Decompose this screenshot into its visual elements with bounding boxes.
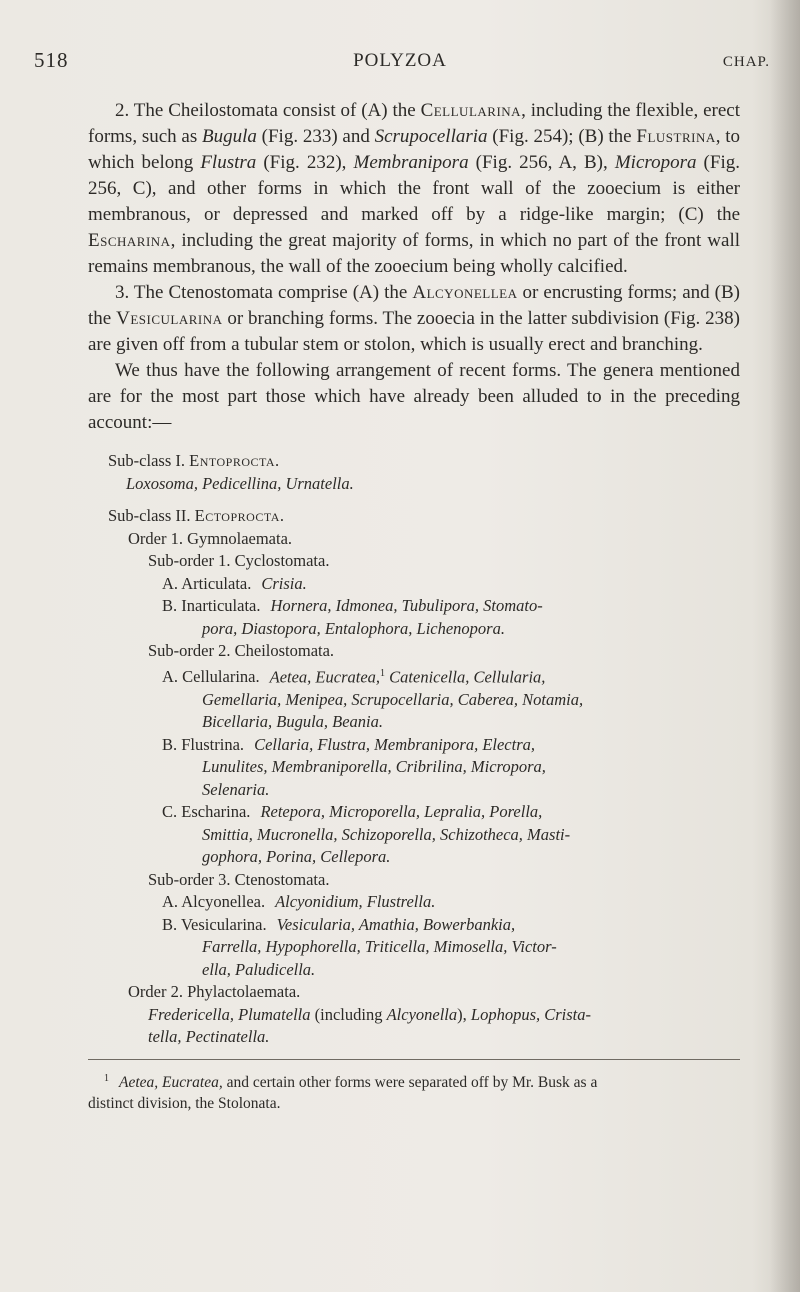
order-phylactolaemata: Order 2. Phylactolaemata. <box>128 982 301 1001</box>
page-edge-shadow <box>770 0 800 1292</box>
suborder-cheilostomata: Sub-order 2. Cheilostomata. <box>148 641 335 660</box>
entoprocta-genera: Loxosoma, Pedicellina, Urnatella. <box>126 473 354 493</box>
group-inarticulata: B. Inarticulata. Hornera, Idmonea, Tubulipora, Stomato- <box>162 596 543 615</box>
vesicularina-genera-cont-2: ella, Paludicella. <box>202 959 316 979</box>
subclass-entoprocta: Sub-class I. Entoprocta. <box>108 451 280 470</box>
phylactolaemata-genera: Fredericella, Plumatella (including Alcyonella), Lophopus, Crista- <box>148 1004 592 1024</box>
cellularina-genera-cont-1: Gemellaria, Menipea, Scrupocellaria, Caberea, Notamia, <box>202 689 584 709</box>
footnote: $^1$ Aetea, Eucratea, and certain other forms were separated off by Mr. Busk as a distinct division, the Stolonata. <box>88 1072 598 1112</box>
chapter-label: CHAP. <box>722 54 770 70</box>
escharina-genera-cont-2: gophora, Porina, Cellepora. <box>202 847 391 866</box>
paragraph-arrangement: We thus have the following arrangement of recent forms. The genera mentioned are for the most part those which have already been alluded to in the preceding account:— <box>88 360 740 433</box>
footnote-mark: 1 <box>104 1072 109 1084</box>
suborder-ctenostomata: Sub-order 3. Ctenostomata. <box>148 869 330 889</box>
group-articulata: A. Articulata. Crisia. <box>162 573 307 593</box>
phylactolaemata-genera-cont: tella, Pectinatella. <box>148 1027 270 1046</box>
order-gymnolaemata: Order 1. Gymnolaemata. <box>128 528 293 548</box>
group-flustrina: B. Flustrina. Cellaria, Flustra, Membranipora, Electra, <box>162 734 536 754</box>
running-title: POLYZOA <box>353 50 447 71</box>
classification-list <box>88 450 740 1049</box>
subclass-ectoprocta: Sub-class II. Ectoprocta. <box>108 506 285 525</box>
vesicularina-genera-cont-1: Farrella, Hypophorella, Triticella, Mimosella, Victor- <box>202 937 557 956</box>
group-vesicularina: B. Vesicularina. Vesicularia, Amathia, Bowerbankia, <box>162 914 516 934</box>
flustrina-genera-cont-1: Lunulites, Membraniporella, Cribrilina, Micropora, <box>202 757 546 776</box>
paragraph-ctenostomata: 3. The Ctenostomata comprise (A) the Alcyonellea or encrusting forms; and (B) the Vesicularina or branching forms. The zooecia in the latter subdivision (Fig. 238) are given off from a tubular stem or stolon, which is usually erect and branching. <box>88 282 741 355</box>
paragraph-cheilostomata: 2. The Cheilostomata consist of (A) the Cellularina, including the flexible, erect forms, such as Bugula (Fig. 233) and Scrupocellaria (Fig. 254); (B) the Flustrina, to which belong Flustra (Fig. 232), Membranipora (Fig. 256, A, B), Micropora (Fig. 256, C), and other forms in which the front wall of the zooecium is either membranous, or depressed and marked off by a ridge-like margin; (C) the Escharina, including the great majority of forms, in which no part of the front wall remains membranous, the wall of the zooecium being wholly calcified. <box>88 100 741 277</box>
page-body <box>88 98 740 1114</box>
suborder-cyclostomata: Sub-order 1. Cyclostomata. <box>148 551 330 570</box>
footnote-rule <box>88 1059 740 1060</box>
escharina-genera-cont-1: Smittia, Mucronella, Schizoporella, Schizotheca, Masti- <box>202 824 571 844</box>
group-escharina: C. Escharina. Retepora, Microporella, Lepralia, Porella, <box>162 802 543 821</box>
group-cellularina: A. Cellularina. Aetea, Eucratea,$^1$ Catenicella, Cellularia, <box>162 667 546 686</box>
flustrina-genera-cont-2: Selenaria. <box>202 779 270 799</box>
cellularina-genera-cont-2: Bicellaria, Bugula, Beania. <box>202 712 384 731</box>
running-head <box>30 40 770 80</box>
page-number: 518 <box>34 48 69 72</box>
group-alcyonellea: A. Alcyonellea. Alcyonidium, Flustrella. <box>162 892 436 911</box>
inarticulata-genera-cont: pora, Diastopora, Entalophora, Lichenopora. <box>202 618 505 638</box>
footnote-reference: 1 <box>380 667 386 679</box>
